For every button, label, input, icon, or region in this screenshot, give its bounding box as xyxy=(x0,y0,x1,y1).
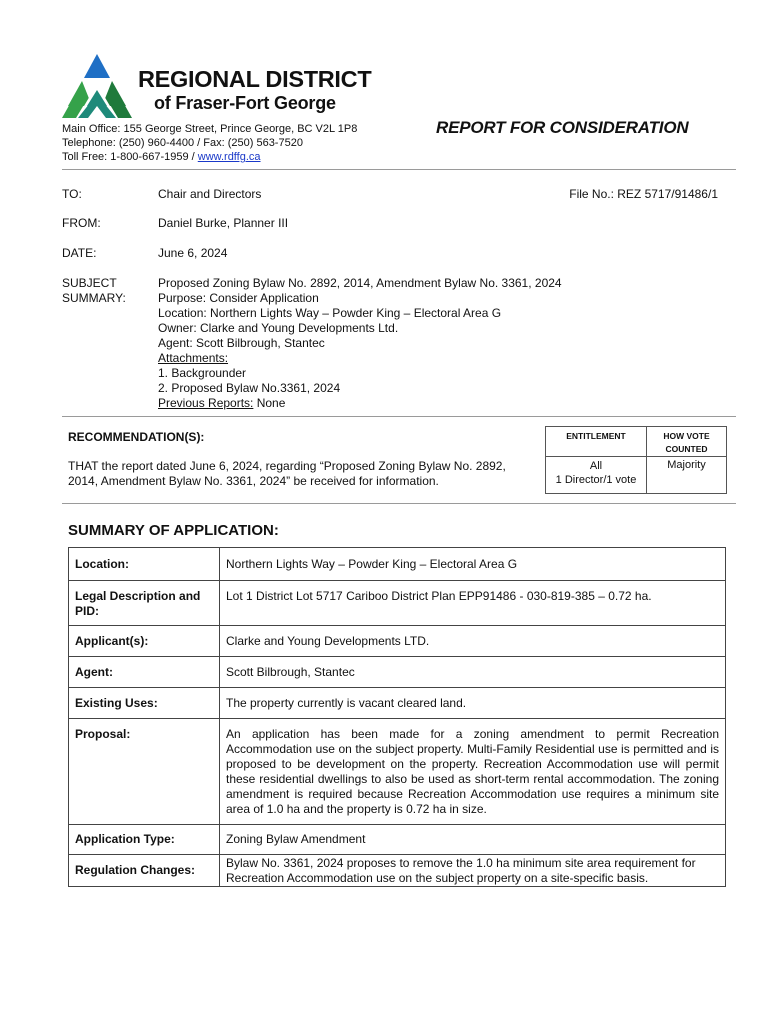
subject-label: SUBJECT xyxy=(62,276,117,290)
recommendation-heading: RECOMMENDATION(S): xyxy=(68,430,205,444)
subject-line: Location: Northern Lights Way – Powder King – Electoral Area G xyxy=(158,306,502,320)
previous-reports-label: Previous Reports: xyxy=(158,396,254,410)
divider xyxy=(62,169,736,170)
subject-summary-label xyxy=(62,276,126,306)
row-value: Clarke and Young Developments LTD. xyxy=(220,626,726,657)
table-row xyxy=(69,548,726,581)
report-title: REPORT FOR CONSIDERATION xyxy=(436,118,689,137)
subject-block xyxy=(158,276,562,411)
row-label: Application Type: xyxy=(69,825,220,855)
attachments-label: Attachments: xyxy=(158,351,229,365)
row-label: Agent: xyxy=(69,657,220,688)
entitlement-line: All xyxy=(589,460,603,472)
row-value: Northern Lights Way – Powder King – Electoral Area G xyxy=(220,548,726,581)
application-summary-table xyxy=(68,547,726,887)
row-value: Lot 1 District Lot 5717 Cariboo District Plan EPP91486 - 030-819-385 – 0.72 ha. xyxy=(220,581,726,626)
from-value: Daniel Burke, Planner III xyxy=(158,216,289,230)
recommendation-text: THAT the report dated June 6, 2024, regarding “Proposed Zoning Bylaw No. 2892, 2014, Amendment Bylaw No. 3361, 2024” be received for information. xyxy=(68,459,506,488)
row-label: Proposal: xyxy=(69,719,220,825)
subject-line: Proposed Zoning Bylaw No. 2892, 2014, Amendment Bylaw No. 3361, 2024 xyxy=(158,276,562,290)
table-row xyxy=(69,688,726,719)
previous-reports xyxy=(158,396,562,411)
row-label: Location: xyxy=(69,548,220,581)
subject-line: Purpose: Consider Application xyxy=(158,291,319,305)
row-label: Existing Uses: xyxy=(69,688,220,719)
date-value: June 6, 2024 xyxy=(158,246,228,260)
table-row xyxy=(69,855,726,887)
rdffg-logo-icon xyxy=(62,54,132,118)
entitlement-line: 1 Director/1 vote xyxy=(555,474,637,486)
table-row xyxy=(69,581,726,626)
how-vote-counted-header: HOW VOTE COUNTED xyxy=(647,427,727,457)
row-value: An application has been made for a zoning amendment to permit Recreation Accommodation use on the subject property. Multi-Family Residential use is permitted and is proposed to be development on the property. Recreation Accommodation use will permit these residential dwellings to also be used as short-term rental accommodation. The zoning amendment is required because Recreation Accommodation use requires a minimum site area of 1.0 ha and the property is 0.72 ha in size. xyxy=(220,719,726,825)
tollfree-text: Toll Free: 1-800-667-1959 / xyxy=(62,151,198,163)
file-number: File No.: REZ 5717/91486/1 xyxy=(569,187,718,201)
org-subtitle: of Fraser-Fort George xyxy=(154,93,336,113)
attachment-item: 2. Proposed Bylaw No.3361, 2024 xyxy=(158,381,341,395)
table-row xyxy=(69,719,726,825)
contact-tollfree xyxy=(62,150,357,164)
row-label: Applicant(s): xyxy=(69,626,220,657)
table-row xyxy=(69,626,726,657)
row-value: The property currently is vacant cleared land. xyxy=(220,688,726,719)
how-vote-counted-value: Majority xyxy=(647,457,727,494)
website-link[interactable]: www.rdffg.ca xyxy=(197,151,261,163)
date-label: DATE: xyxy=(62,246,97,260)
entitlement-value xyxy=(546,457,647,494)
row-label: Regulation Changes: xyxy=(69,855,220,887)
attachment-item: 1. Backgrounder xyxy=(158,366,247,380)
contact-phone: Telephone: (250) 960-4400 / Fax: (250) 563-7520 xyxy=(62,137,303,149)
to-value: Chair and Directors xyxy=(158,187,262,201)
table-row xyxy=(69,825,726,855)
org-name: REGIONAL DISTRICT xyxy=(138,66,372,92)
subject-line: Agent: Scott Bilbrough, Stantec xyxy=(158,336,325,350)
vote-table xyxy=(545,426,727,494)
row-value: Scott Bilbrough, Stantec xyxy=(220,657,726,688)
row-value: Bylaw No. 3361, 2024 proposes to remove the 1.0 ha minimum site area requirement for Recreation Accommodation use on the subject property on a site-specific basis. xyxy=(220,855,726,887)
row-label: Legal Description and PID: xyxy=(69,581,220,626)
divider xyxy=(62,503,736,504)
summary-label: SUMMARY: xyxy=(62,291,126,305)
contact-block xyxy=(62,122,357,164)
contact-address: Main Office: 155 George Street, Prince George, BC V2L 1P8 xyxy=(62,123,358,135)
table-row xyxy=(69,657,726,688)
row-value: Zoning Bylaw Amendment xyxy=(220,825,726,855)
to-label: TO: xyxy=(62,187,82,201)
divider xyxy=(62,416,736,417)
entitlement-header: ENTITLEMENT xyxy=(546,427,647,457)
summary-heading: SUMMARY OF APPLICATION: xyxy=(68,522,279,539)
from-label: FROM: xyxy=(62,216,101,230)
subject-line: Owner: Clarke and Young Developments Ltd. xyxy=(158,321,399,335)
previous-reports-value: None xyxy=(253,396,286,410)
